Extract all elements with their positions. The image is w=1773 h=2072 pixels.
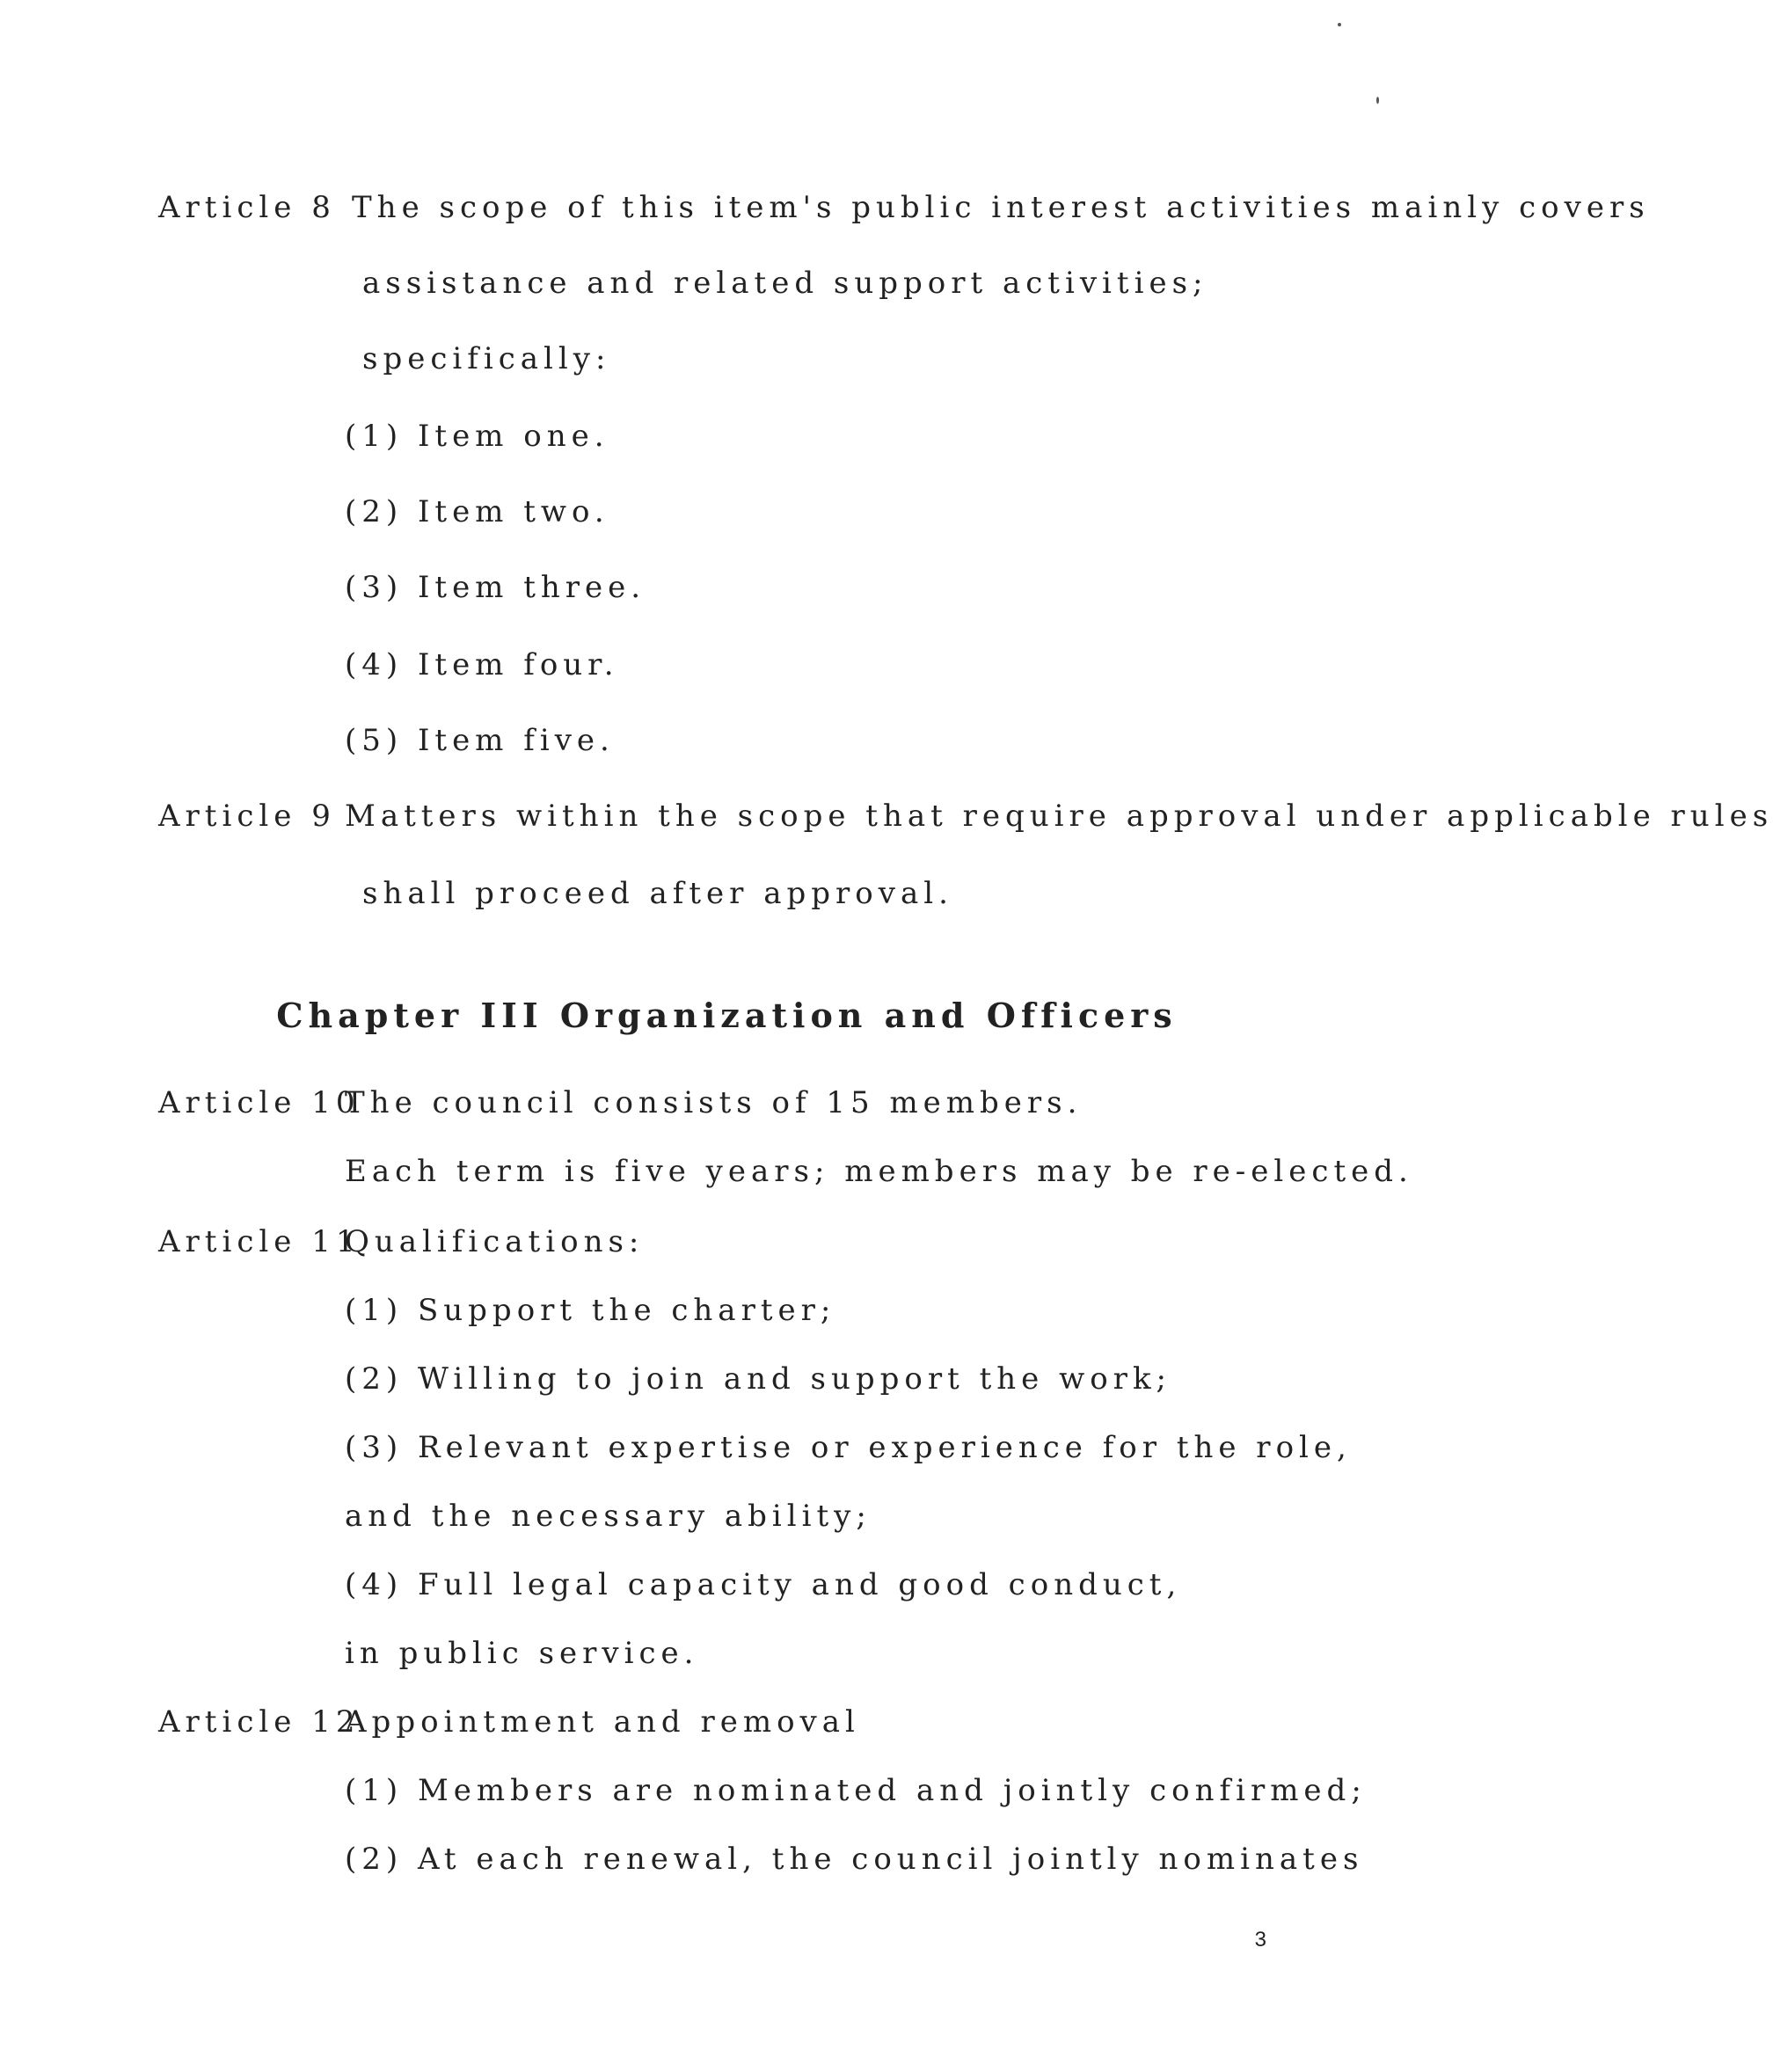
article-11-line-3: (2) Willing to join and support the work;	[345, 1361, 1171, 1397]
article-11-line-7: in public service.	[345, 1636, 699, 1671]
article-10-label: Article 10	[158, 1085, 361, 1120]
article-9-line-2: shall proceed after approval.	[362, 876, 953, 911]
article-11-line-6: (4) Full legal capacity and good conduct,	[345, 1567, 1182, 1602]
article-12-line-3: (2) At each renewal, the council jointly nominates	[345, 1842, 1364, 1877]
article-8-line-1: The scope of this item's public interest activities mainly covers	[352, 190, 1650, 225]
article-9-label: Article 9	[158, 799, 336, 834]
article-10-line-2: Each term is five years; members may be re-elected.	[345, 1154, 1413, 1189]
article-12-line-2: (1) Members are nominated and jointly confirmed;	[345, 1773, 1367, 1808]
article-8-item-5: (5) Item five.	[345, 723, 615, 758]
article-9-line-1: Matters within the scope that require approval under applicable rules	[345, 799, 1773, 834]
article-11-line-2: (1) Support the charter;	[345, 1293, 836, 1328]
article-8-item-1: (1) Item one.	[345, 419, 609, 454]
page-number: 3	[1254, 1928, 1266, 1952]
article-8-label: Article 8	[158, 190, 336, 225]
article-8-item-4: (4) Item four.	[345, 647, 619, 682]
article-12-line-1: Appointment and removal	[345, 1704, 860, 1740]
article-8-line-2: assistance and related support activities;	[362, 266, 1208, 301]
scan-speck-right	[1376, 97, 1379, 104]
article-8-line-3: specifically:	[362, 341, 611, 376]
chapter-3-heading: Chapter III Organization and Officers	[276, 996, 1178, 1035]
article-10-line-1: The council consists of 15 members.	[345, 1085, 1083, 1120]
article-8-item-3: (3) Item three.	[345, 570, 646, 605]
article-11-line-5: and the necessary ability;	[345, 1499, 872, 1534]
article-11-line-4: (3) Relevant expertise or experience for the role,	[345, 1430, 1352, 1465]
scan-speck-top	[1338, 23, 1341, 26]
article-8-item-2: (2) Item two.	[345, 494, 609, 529]
article-12-label: Article 12	[158, 1704, 361, 1740]
article-11-label: Article 11	[158, 1224, 361, 1259]
article-11-line-1: Qualifications:	[345, 1224, 645, 1259]
